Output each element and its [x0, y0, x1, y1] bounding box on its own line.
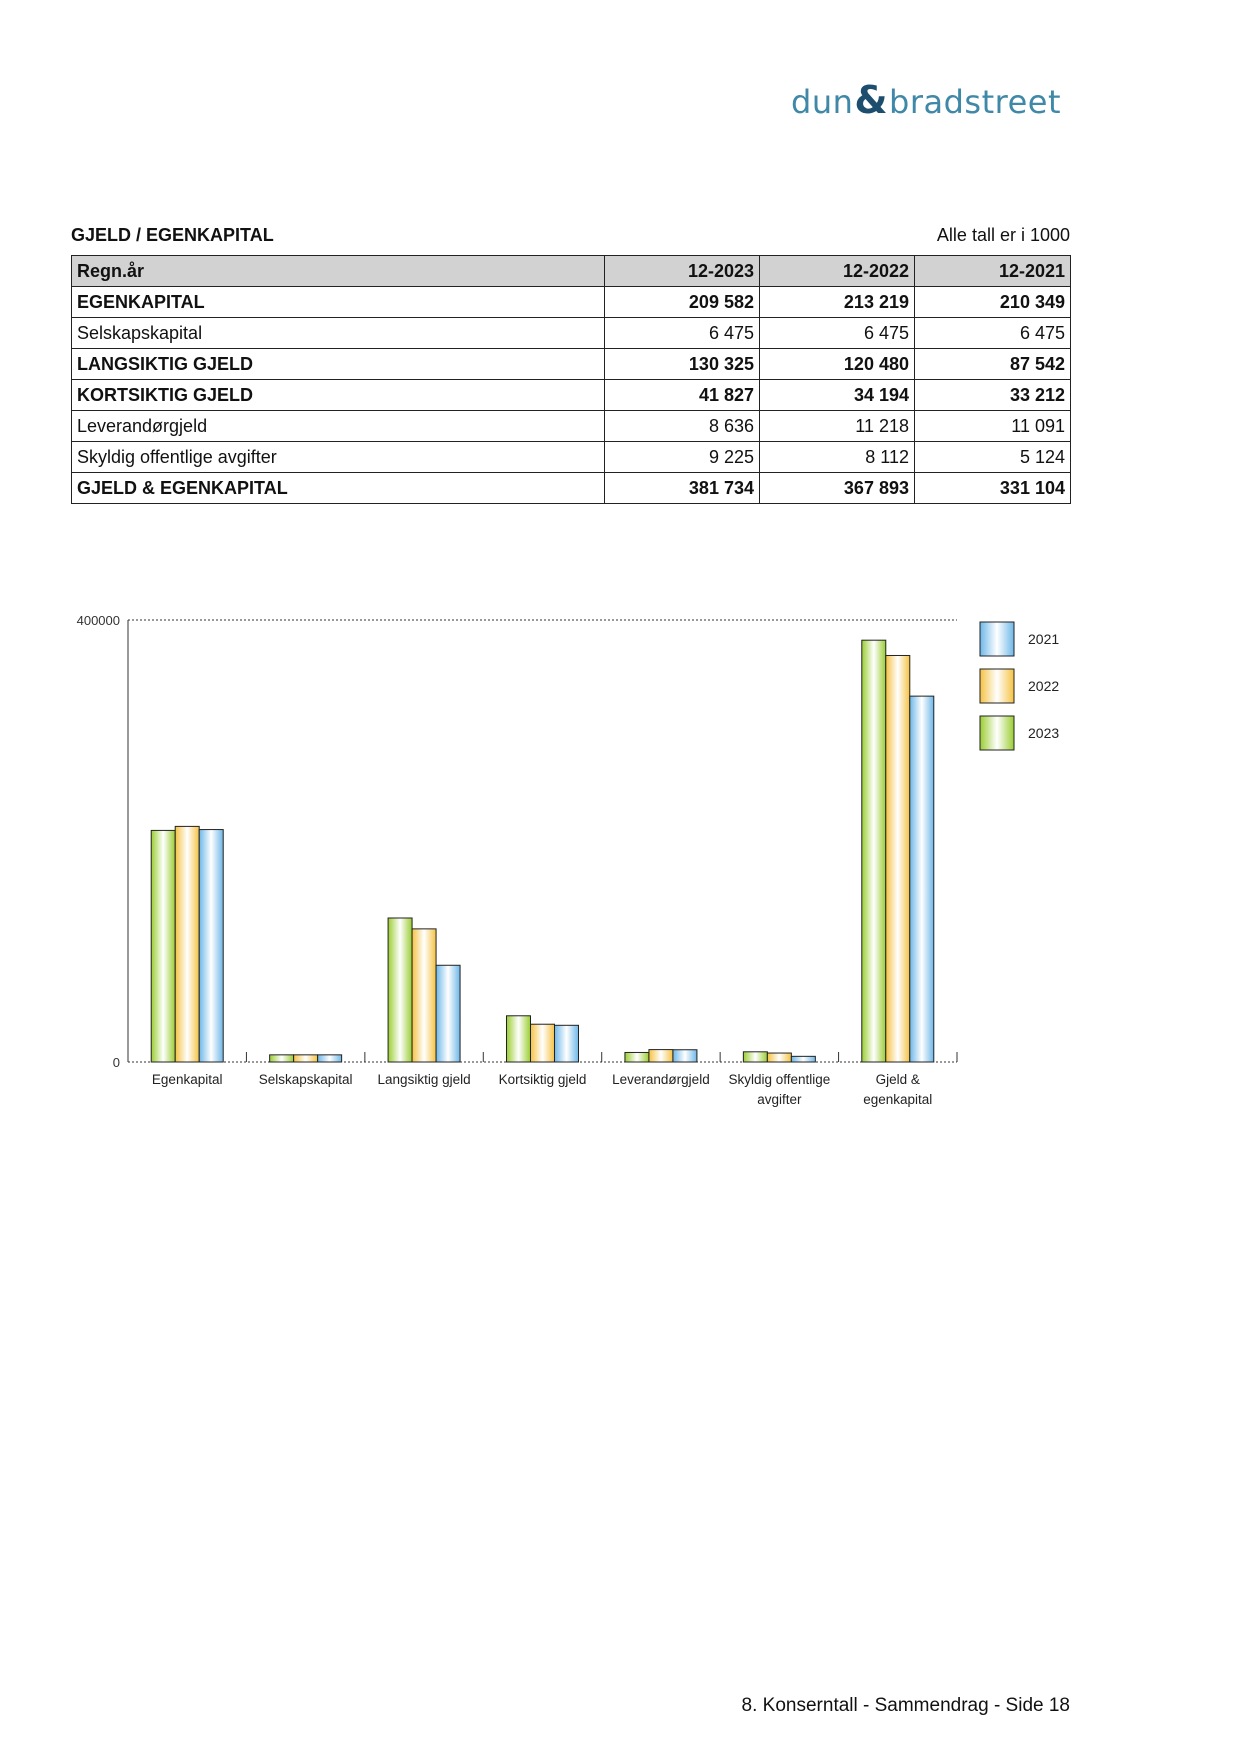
legend-label-2023: 2023: [1028, 725, 1060, 741]
x-category-label: egenkapital: [863, 1092, 933, 1107]
bar-2021: [199, 830, 223, 1062]
x-category-label: Selskapskapital: [258, 1072, 353, 1087]
bar-2021: [791, 1056, 815, 1062]
row-value: 209 582: [605, 287, 760, 318]
bar-2023: [862, 640, 886, 1062]
row-value: 331 104: [915, 473, 1071, 504]
logo-ampersand: &: [854, 78, 889, 122]
row-value: 213 219: [760, 287, 915, 318]
row-value: 8 112: [760, 442, 915, 473]
bar-2023: [270, 1055, 294, 1062]
legend-label-2021: 2021: [1028, 631, 1060, 647]
bar-2022: [767, 1053, 791, 1062]
row-value: 11 091: [915, 411, 1071, 442]
row-label: Leverandørgjeld: [72, 411, 605, 442]
row-value: 41 827: [605, 380, 760, 411]
table-row: [72, 442, 1071, 473]
row-value: 9 225: [605, 442, 760, 473]
y-tick-label: 0: [112, 1055, 120, 1070]
x-category-label: Egenkapital: [151, 1072, 223, 1087]
x-category-label: Langsiktig gjeld: [377, 1072, 471, 1087]
bar-2021: [910, 696, 934, 1062]
row-label: EGENKAPITAL: [72, 287, 605, 318]
legend-swatch-2023: [980, 716, 1014, 750]
bar-2021: [673, 1050, 697, 1062]
bar-2022: [175, 826, 199, 1062]
bar-2021: [436, 965, 460, 1062]
bar-2023: [151, 830, 175, 1062]
column-header-year: Regn.år: [72, 256, 605, 287]
row-label: Selskapskapital: [72, 318, 605, 349]
row-label: KORTSIKTIG GJELD: [72, 380, 605, 411]
bar-2022: [412, 929, 436, 1062]
section-header: [71, 225, 1070, 249]
bar-2021: [555, 1025, 579, 1062]
legend-swatch-2022: [980, 669, 1014, 703]
row-label: LANGSIKTIG GJELD: [72, 349, 605, 380]
row-value: 87 542: [915, 349, 1071, 380]
table-row: [72, 287, 1071, 318]
x-category-label: Leverandørgjeld: [612, 1072, 710, 1087]
row-value: 6 475: [760, 318, 915, 349]
row-value: 210 349: [915, 287, 1071, 318]
row-value: 120 480: [760, 349, 915, 380]
row-value: 6 475: [915, 318, 1071, 349]
legend-label-2022: 2022: [1028, 678, 1060, 694]
row-value: 381 734: [605, 473, 760, 504]
table-row: [72, 318, 1071, 349]
table-row: [72, 473, 1071, 504]
table-row: [72, 349, 1071, 380]
dun-bradstreet-logo: [791, 78, 1061, 122]
unit-note: Alle tall er i 1000: [936, 225, 1070, 245]
bar-2022: [886, 655, 910, 1062]
column-header-2021: 12-2021: [915, 256, 1071, 287]
row-value: 5 124: [915, 442, 1071, 473]
row-label: Skyldig offentlige avgifter: [72, 442, 605, 473]
debt-equity-bar-chart: [60, 610, 1080, 1130]
row-value: 34 194: [760, 380, 915, 411]
bar-2023: [388, 918, 412, 1062]
bar-2023: [507, 1016, 531, 1062]
row-value: 11 218: [760, 411, 915, 442]
row-value: 6 475: [605, 318, 760, 349]
page-footer: 8. Konserntall - Sammendrag - Side 18: [741, 1695, 1070, 1716]
y-tick-label: 400000: [76, 613, 120, 628]
bar-2022: [649, 1050, 673, 1062]
legend-swatch-2021: [980, 622, 1014, 656]
x-category-label: Skyldig offentlige: [728, 1072, 831, 1087]
table-header-row: [72, 256, 1071, 287]
bar-2023: [743, 1052, 767, 1062]
debt-equity-table: [71, 255, 1071, 504]
column-header-2022: 12-2022: [760, 256, 915, 287]
bar-2023: [625, 1052, 649, 1062]
bar-2021: [318, 1055, 342, 1062]
x-category-label: Kortsiktig gjeld: [498, 1072, 587, 1087]
row-value: 130 325: [605, 349, 760, 380]
logo-text-bradstreet: bradstreet: [889, 83, 1061, 121]
x-category-label: avgifter: [757, 1092, 802, 1107]
x-category-label: Gjeld &: [875, 1072, 920, 1087]
row-value: 8 636: [605, 411, 760, 442]
bar-2022: [531, 1024, 555, 1062]
table-row: [72, 411, 1071, 442]
column-header-2023: 12-2023: [605, 256, 760, 287]
row-value: 367 893: [760, 473, 915, 504]
logo-text-dun: dun: [791, 83, 854, 121]
bar-2022: [294, 1055, 318, 1062]
table-row: [72, 380, 1071, 411]
row-value: 33 212: [915, 380, 1071, 411]
row-label: GJELD & EGENKAPITAL: [72, 473, 605, 504]
section-title: GJELD / EGENKAPITAL: [71, 225, 274, 245]
